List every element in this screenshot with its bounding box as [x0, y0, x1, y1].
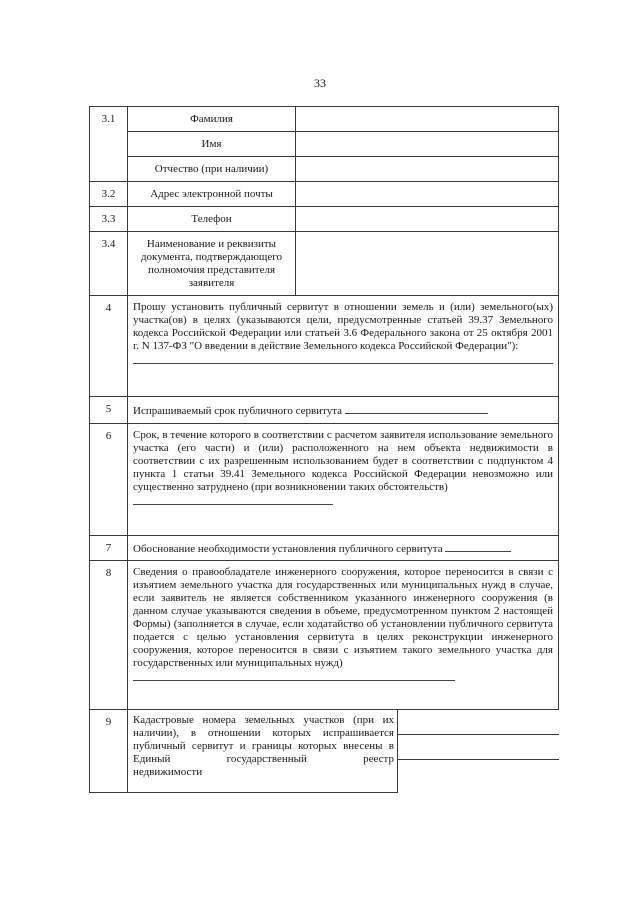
row-number: 7	[90, 536, 128, 561]
cadastral-number-field-3[interactable]	[398, 760, 559, 791]
cadastral-numbers-cells	[398, 710, 559, 793]
row-8-content	[128, 561, 559, 710]
authority-document-label: Наименование и реквизиты документа, подтверждающего полномочия представителя заявителя	[128, 232, 296, 296]
justification-label: Обоснование необходимости установления публичного сервитута	[133, 542, 443, 555]
email-field[interactable]	[296, 182, 559, 207]
row-number: 3.2	[90, 182, 128, 207]
row-5-content	[128, 397, 559, 424]
name-label: Имя	[128, 132, 296, 157]
page-number: 33	[314, 76, 326, 90]
structure-owner-text: Сведения о правообладателе инженерного сооружения, которое переносится в связи с изъятием земельного участка для государственных или муниципальных нужд в случае, если заявитель не является собственником указанного инженерного сооружения (в данном случае указываются сведения в объеме, предусмотренном пунктом 2 настоящей Формы) (заполняется в случае, если ходатайство об установлении публичного сервитута подается с целью установления сервитута в целях реконструкции инженерного сооружения, которое переносится в связи с изъятием такого земельного участка для государственных или муниципальных нужд)	[133, 566, 553, 669]
surname-field[interactable]	[296, 107, 559, 132]
cadastral-number-field-2[interactable]	[398, 735, 559, 760]
row-9	[90, 710, 559, 793]
restriction-period-fill-line[interactable]	[133, 504, 333, 505]
row-number: 3.1	[90, 107, 128, 182]
row-4	[90, 296, 559, 397]
row-3-2	[90, 182, 559, 207]
row-6	[90, 424, 559, 536]
row-number: 4	[90, 296, 128, 397]
easement-term-label: Испрашиваемый срок публичного сервитута	[133, 404, 343, 417]
row-3-1-patronymic	[90, 157, 559, 182]
restriction-period-text: Срок, в течение которого в соответствии с расчетом заявителя использование земельного участка (его части) и (или) расположенного на нем объекта недвижимости в соответствии с их разрешенным использованием будет в соответствии с подпунктом 4 пункта 1 статьи 39.41 Земельного кодекса Российской Федерации невозможно или существенно затруднено (при возникновении таких обстоятельств)	[133, 429, 553, 493]
phone-label: Телефон	[128, 207, 296, 232]
patronymic-label: Отчество (при наличии)	[128, 157, 296, 182]
row-3-1-surname	[90, 107, 559, 132]
row-number: 6	[90, 424, 128, 536]
patronymic-field[interactable]	[296, 157, 559, 182]
easement-purpose-fill-line[interactable]	[133, 363, 553, 364]
row-4-content	[128, 296, 559, 397]
cadastral-numbers-text-end: недвижимости	[133, 766, 203, 778]
surname-label: Фамилия	[128, 107, 296, 132]
cadastral-numbers-grid	[398, 710, 559, 790]
row-3-4	[90, 232, 559, 296]
row-3-3	[90, 207, 559, 232]
row-number: 9	[90, 710, 128, 793]
easement-request-text: Прошу установить публичный сервитут в отношении земель и (или) земельного(ых) участка(ов) в целях (указываются цели, предусмотренные статьей 39.37 Земельного кодекса Российской Федерации или статьей 3.6 Федерального закона от 25 октября 2001 г. N 137-ФЗ "О введении в действие Земельного кодекса Российской Федерации"):	[133, 301, 553, 352]
row-8	[90, 561, 559, 710]
application-form-table	[89, 106, 559, 793]
structure-owner-fill-line[interactable]	[133, 680, 455, 681]
cadastral-number-field-1[interactable]	[398, 710, 559, 735]
name-field[interactable]	[296, 132, 559, 157]
row-number: 8	[90, 561, 128, 710]
email-label: Адрес электронной почты	[128, 182, 296, 207]
row-6-content	[128, 424, 559, 536]
cadastral-numbers-label	[128, 710, 398, 793]
row-7-content	[128, 536, 559, 561]
phone-field[interactable]	[296, 207, 559, 232]
row-5	[90, 397, 559, 424]
row-number: 5	[90, 397, 128, 424]
row-3-1-name	[90, 132, 559, 157]
row-7	[90, 536, 559, 561]
row-number: 3.3	[90, 207, 128, 232]
row-number: 3.4	[90, 232, 128, 296]
justification-fill-line[interactable]	[445, 542, 511, 552]
authority-document-field[interactable]	[296, 232, 559, 296]
easement-term-fill-line[interactable]	[345, 404, 488, 414]
cadastral-numbers-text: Кадастровые номера земельных участков (при их наличии), в отношении которых испрашивается публичный сервитут и границы которых внесены в Единый государственный реестр	[133, 714, 394, 765]
